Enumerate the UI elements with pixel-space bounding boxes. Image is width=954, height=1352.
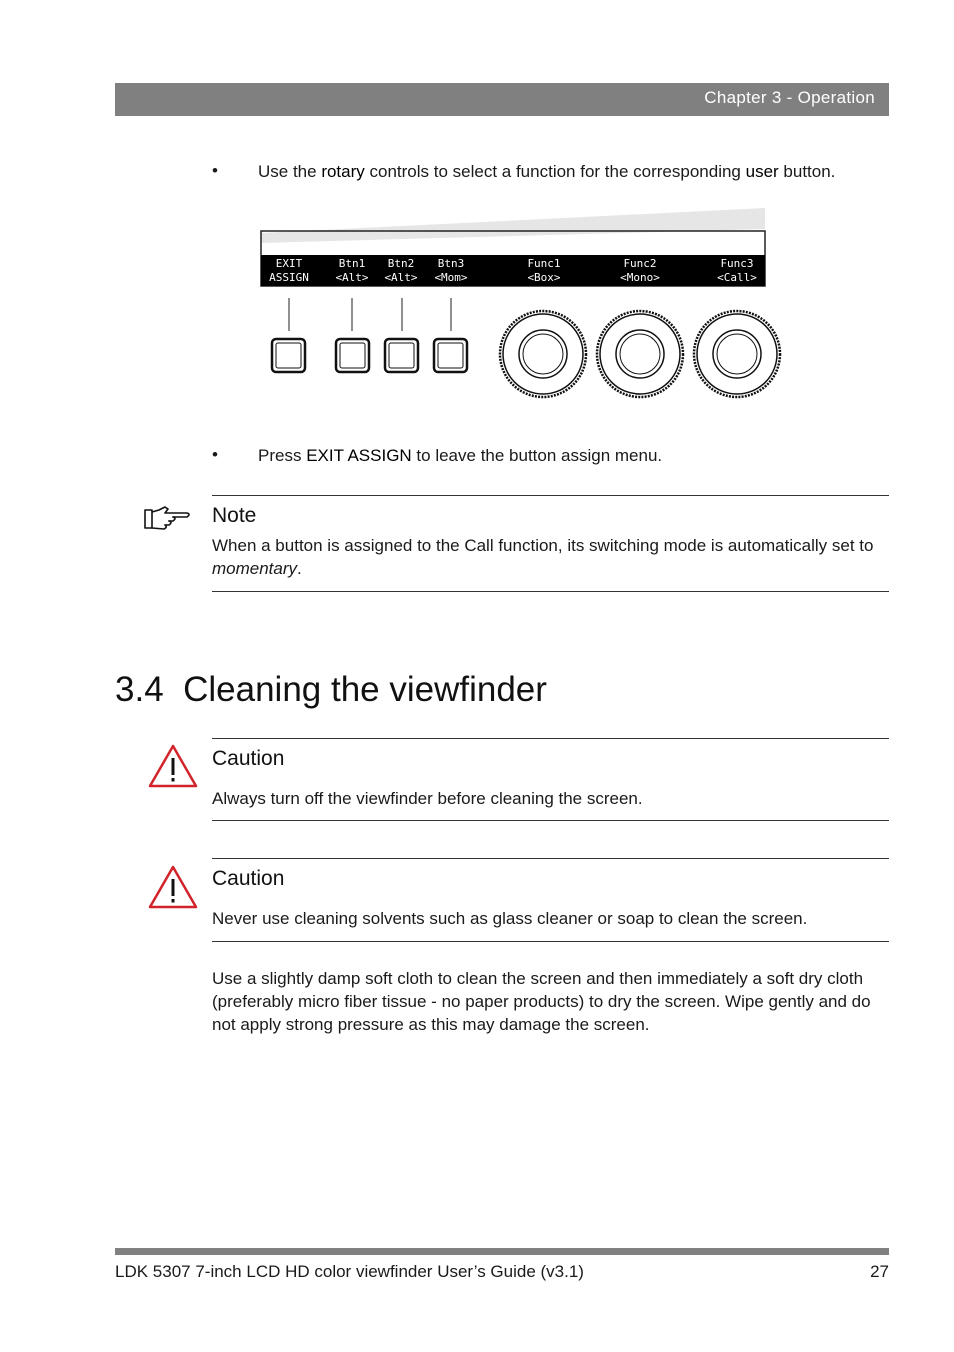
label-btn2-line2: <Alt> — [384, 271, 418, 284]
bullet2-term-exit-assign: EXIT ASSIGN — [306, 446, 412, 465]
button-assign-diagram — [255, 205, 785, 405]
bullet2-pre: Press — [258, 446, 307, 465]
func2-rotary-knob[interactable] — [597, 311, 683, 397]
note-bottom-rule — [212, 591, 889, 592]
cleaning-instructions-paragraph: Use a slightly damp soft cloth to clean the screen and then immediately a soft dry cloth (preferably micro fiber tissue - no paper products) to dry the screen. Wipe gently and do not apply strong pressure as this may damage the screen. — [212, 969, 871, 1034]
bullet2-post: to leave the button assign menu. — [411, 446, 663, 465]
caution2-bottom-rule — [212, 941, 889, 942]
bullet-dot: • — [212, 161, 218, 180]
note-text — [212, 534, 892, 580]
btn3-button[interactable] — [434, 339, 467, 372]
footer-document-title: LDK 5307 7-inch LCD HD color viewfinder User’s Guide (v3.1) — [115, 1262, 584, 1281]
label-func1-line2: <Box> — [527, 271, 561, 284]
caution1-title: Caution — [212, 747, 285, 770]
bullet1-term-user: user — [745, 162, 779, 181]
exit-assign-button[interactable] — [272, 339, 305, 372]
caution1-top-rule — [212, 738, 889, 739]
caution1-bottom-rule — [212, 820, 889, 821]
label-func3-line1: Func3 — [720, 257, 754, 270]
note-title: Note — [212, 504, 257, 527]
chapter-header-bar — [115, 83, 889, 116]
footer-page-number: 27 — [870, 1262, 889, 1281]
note-text-post: . — [297, 559, 302, 578]
bullet-dot: • — [212, 445, 218, 464]
caution2-text: Never use cleaning solvents such as glass cleaner or soap to clean the screen. — [212, 909, 808, 928]
bullet1-mid: controls to select a function for the corresponding — [364, 162, 746, 181]
note-text-emphasis: momentary — [212, 559, 298, 578]
bullet1-pre: Use the — [258, 162, 322, 181]
pointing-hand-icon — [143, 504, 199, 532]
func1-rotary-knob[interactable] — [500, 311, 586, 397]
label-func3-line2: <Call> — [717, 271, 757, 284]
screen-bezel-shade — [261, 208, 765, 243]
btn2-button[interactable] — [385, 339, 418, 372]
label-func1-line1: Func1 — [527, 257, 561, 270]
note-text-pre: When a button is assigned to the Call function, its switching mode is automatically set to — [212, 536, 874, 555]
label-func2-line2: <Mono> — [620, 271, 660, 284]
caution2-title: Caution — [212, 867, 285, 890]
section-heading: 3.4 Cleaning the viewfinder — [115, 670, 547, 709]
warning-triangle-icon — [147, 743, 199, 789]
caution2-top-rule — [212, 858, 889, 859]
chapter-title: Chapter 3 - Operation — [704, 88, 875, 107]
bullet1-post: button. — [778, 162, 836, 181]
square-buttons — [272, 339, 467, 372]
label-exit-line1: EXIT — [275, 257, 303, 270]
bullet-text-exit-assign — [258, 444, 662, 467]
footer-bar — [115, 1248, 889, 1255]
label-btn3-line2: <Mom> — [434, 271, 468, 284]
btn1-button[interactable] — [336, 339, 369, 372]
label-func2-line1: Func2 — [623, 257, 657, 270]
label-btn3-line1: Btn3 — [437, 257, 465, 270]
bullet-text-rotary — [258, 160, 898, 183]
label-btn2-line1: Btn2 — [387, 257, 415, 270]
func3-rotary-knob[interactable] — [694, 311, 780, 397]
label-btn1-line2: <Alt> — [335, 271, 369, 284]
note-top-rule — [212, 495, 889, 496]
warning-triangle-icon — [147, 864, 199, 910]
label-exit-line2: ASSIGN — [269, 271, 309, 284]
caution1-text: Always turn off the viewfinder before cleaning the screen. — [212, 789, 643, 808]
bullet1-term-rotary: rotary — [321, 162, 365, 181]
label-btn1-line1: Btn1 — [338, 257, 366, 270]
